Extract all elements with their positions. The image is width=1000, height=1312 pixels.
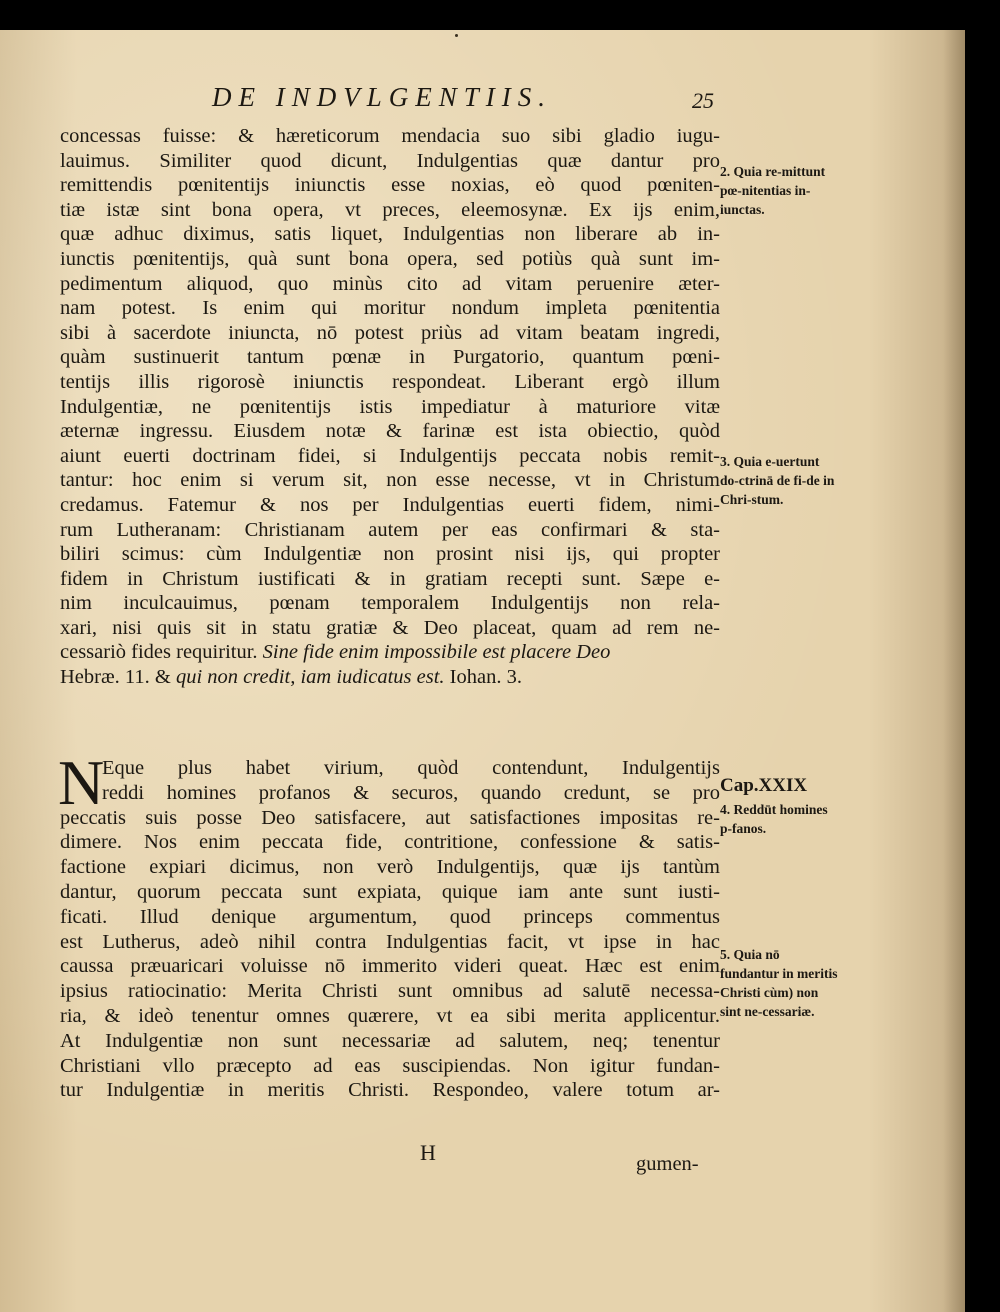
text-line: iunctis pœnitentijs, quà sunt bona opera, sed potiùs quà sunt im- <box>60 247 720 270</box>
text-line: sibi à sacerdote iniuncta, nō potest priùs ad vitam beatam ingredi, <box>60 321 720 344</box>
text-line: tiæ istæ sint bona opera, vt preces, eleemosynæ. Ex ijs enim, <box>60 198 720 221</box>
text-line: rum Lutheranam: Christianam autem per eas confirmari & sta- <box>60 518 720 541</box>
text-line: Indulgentiæ, ne pœnitentijs istis impediatur à maturiore vitæ <box>60 395 720 418</box>
text-line: pedimentum aliquod, quo minùs cito ad vitam peruenire æter- <box>60 272 720 295</box>
text-line: quæ adhuc diximus, satis liquet, Indulgentias non liberare ab in- <box>60 223 720 246</box>
text-line: æternæ ingressu. Eiusdem notæ & farinæ est ista obiectio, quòd <box>60 420 720 443</box>
paragraph-1 <box>60 124 720 690</box>
scripture-quote: qui non credit, iam iudicatus est. <box>175 666 445 689</box>
margin-note-4: 4. Reddūt homines p-fanos. <box>720 802 828 836</box>
chapter-heading: Cap.XXIX <box>720 775 808 796</box>
scripture-quote: Sine fide enim impossibile est placere Deo <box>262 641 611 664</box>
text-line: Christiani vllo præcepto ad eas suscipiendas. Non igitur fundan- <box>60 1054 720 1077</box>
text-line: aiunt euerti doctrinam fidei, si Indulgentijs peccata nobis remit- <box>60 444 720 467</box>
text-line: ria, & ideò tenentur omnes quærere, vt ea sibi merita applicentur. <box>60 1004 720 1027</box>
scripture-reference: Iohan. 3. <box>449 666 522 689</box>
paragraph-2 <box>58 747 720 1103</box>
page-number: 25 <box>692 88 714 113</box>
text-line: quàm sustinuerit tantum pœnæ in Purgatorio, quantum pœni- <box>60 346 720 369</box>
margin-note-2: 2. Quia re-mittunt pœ-nitentias in-iunctas. <box>720 164 826 217</box>
text-line: tentijs illis rigorosè iniunctis respondeat. Liberant ergò illum <box>60 370 720 393</box>
text-line: ipsius ratiocinatio: Merita Christi sunt omnibus ad salutē necessa- <box>60 980 720 1003</box>
margin-note-3: 3. Quia e-uertunt do-ctrinā de fi-de in Chri-stum. <box>720 454 835 507</box>
signature-mark: H <box>420 1140 436 1165</box>
text-line: biliri scimus: cùm Indulgentiæ non prosint nisi ijs, qui propter <box>60 543 720 566</box>
text-fragment: cessariò fides requiritur. <box>60 641 258 664</box>
text-line: dimere. Nos enim peccata fide, contritione, confessione & satis- <box>60 831 720 854</box>
text-line: fidem in Christum iustificati & in gratiam recepti sunt. Sæpe e- <box>60 567 720 590</box>
text-line: reddi homines profanos & securos, quando credunt, se pro <box>102 781 720 804</box>
text-line: nim inculcauimus, pœnam temporalem Indulgentijs non rela- <box>60 592 720 615</box>
catchword: gumen- <box>636 1153 699 1175</box>
text-line: est Lutherus, adeò nihil contra Indulgentias facit, vt ipse in hac <box>60 930 720 953</box>
text-line: xari, nisi quis sit in statu gratiæ & Deo placeat, quam ad rem ne- <box>60 616 720 639</box>
margin-note-5: 5. Quia nō fundantur in meritis Christi cùm) non sint ne-cessariæ. <box>720 947 838 1019</box>
text-line: lauimus. Similiter quod dicunt, Indulgentias quæ dantur pro <box>60 149 720 172</box>
text-line: At Indulgentiæ non sunt necessariæ ad salutem, neq; tenentur <box>60 1029 720 1052</box>
text-line: dantur, quorum peccata sunt expiata, quique iam ante sunt iusti- <box>60 880 720 903</box>
ink-mark <box>455 34 458 37</box>
book-page <box>0 30 965 1312</box>
text-line: credamus. Fatemur & nos per Indulgentias euerti fidem, nimi- <box>60 493 720 516</box>
text-line: nam potest. Is enim qui moritur nondum impleta pœnitentia <box>60 297 720 320</box>
text-line: peccatis suis posse Deo satisfacere, aut satisfactiones impositas re- <box>60 806 720 829</box>
text-line: factione expiari dicimus, non verò Indulgentijs, quæ ijs tantùm <box>60 856 720 879</box>
text-line-mixed <box>60 640 720 665</box>
drop-cap: N <box>58 747 105 818</box>
text-line: Eque plus habet virium, quòd contendunt, Indulgentijs <box>102 757 720 779</box>
running-head: DE INDVLGENTIIS. <box>212 82 552 112</box>
text-line: remittendis pœnitentijs iniunctis esse noxias, eò quod pœniten- <box>60 174 720 197</box>
text-line: tur Indulgentiæ in meritis Christi. Respondeo, valere totum ar- <box>60 1079 720 1102</box>
text-line-mixed <box>60 665 720 690</box>
text-line: concessas fuisse: & hæreticorum mendacia suo sibi gladio iugu- <box>60 125 720 147</box>
scripture-reference: Hebræ. 11. & <box>60 666 171 689</box>
text-line: ficati. Illud denique argumentum, quod princeps commentus <box>60 905 720 928</box>
page-edge-shadow <box>943 30 965 1312</box>
text-line: caussa præuaricari voluisse nō immerito videri queat. Hæc est enim <box>60 955 720 978</box>
text-line: tantur: hoc enim si verum sit, non esse necesse, vt in Christum <box>60 469 720 492</box>
